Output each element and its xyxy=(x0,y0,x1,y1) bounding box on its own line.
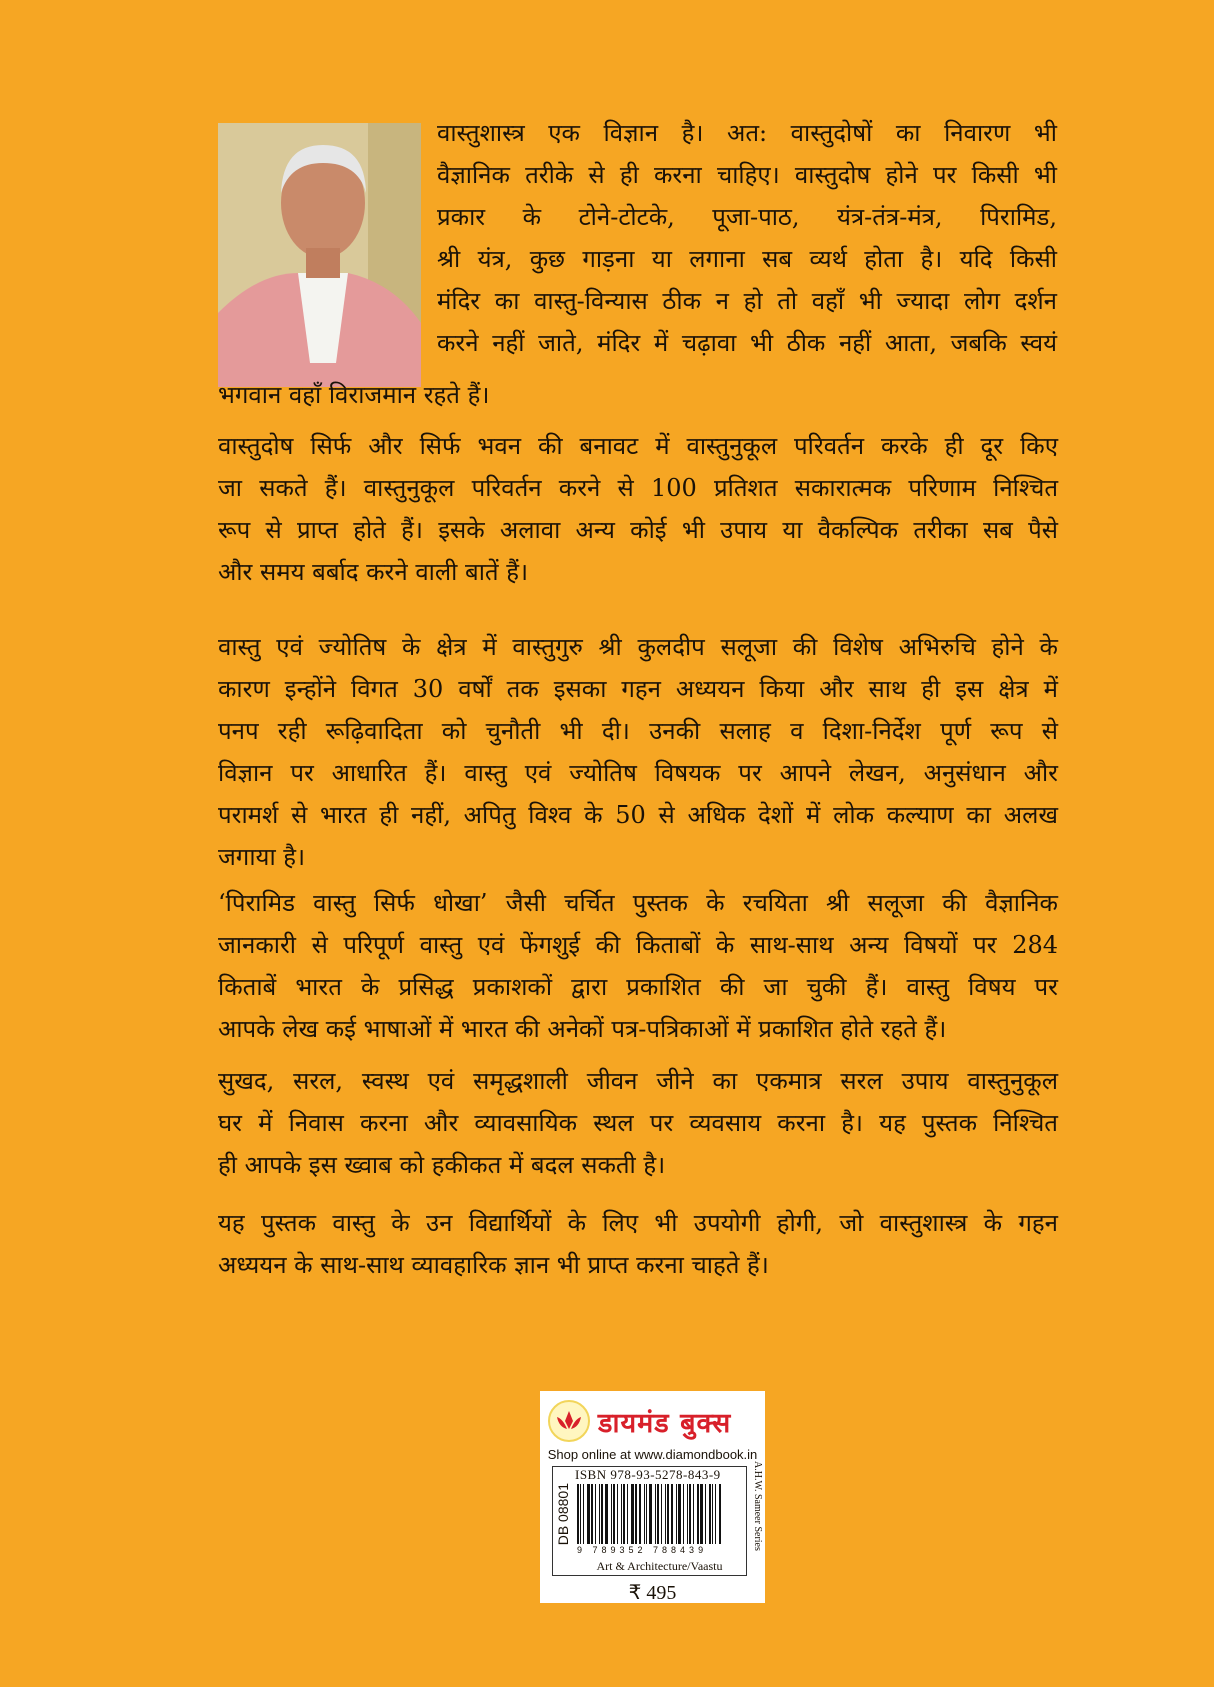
publisher-name: डायमंड बुक्स xyxy=(598,1407,732,1439)
paragraph-benefit xyxy=(218,1060,1058,1186)
text-line: मंदिर का वास्तु-विन्यास ठीक न हो तो वहाँ भी ज्यादा लोग दर्शन xyxy=(437,287,1057,315)
barcode-bar xyxy=(697,1484,699,1544)
publisher-logo xyxy=(540,1391,765,1445)
text-line: जगाया है। xyxy=(218,843,306,871)
barcode-bar xyxy=(678,1484,681,1544)
isbn-text: ISBN 978-93-5278-843-9 xyxy=(575,1467,721,1482)
paragraph-remedy xyxy=(218,425,1058,593)
text-line: विज्ञान पर आधारित हैं। वास्तु एवं ज्योतिष विषयक पर आपने लेखन, अनुसंधान और xyxy=(218,759,1058,787)
barcode-bar xyxy=(635,1484,637,1544)
barcode-bar xyxy=(705,1484,706,1544)
barcode-bar xyxy=(599,1484,600,1544)
author-photo xyxy=(218,123,421,387)
barcode-bar xyxy=(709,1484,711,1544)
series-text: A.H.W. Sameer Series xyxy=(752,1461,763,1551)
barcode-bar xyxy=(687,1484,688,1544)
barcode-bar xyxy=(715,1484,716,1544)
barcode-bar xyxy=(611,1484,612,1544)
barcode-bar xyxy=(617,1484,618,1544)
text-line: भगवान वहाँ विराजमान रहते हैं। xyxy=(218,381,490,409)
barcode-bar xyxy=(644,1484,645,1544)
barcode-bar xyxy=(665,1484,666,1544)
barcode-bar xyxy=(583,1484,584,1544)
barcode-bar xyxy=(639,1484,641,1544)
product-code: DB 08801 xyxy=(555,1483,571,1546)
barcode-bar xyxy=(719,1484,721,1544)
text-line: परामर्श से भारत ही नहीं, अपितु विश्व के 50 से अधिक देशों में लोक कल्याण का अलख xyxy=(218,801,1058,829)
paragraph-books xyxy=(218,882,1058,1050)
paragraph-students xyxy=(218,1202,1058,1286)
text-line: वास्तुशास्त्र एक विज्ञान है। अत: वास्तुदोषों का निवारण भी xyxy=(437,119,1057,147)
text-line: आपके लेख कई भाषाओं में भारत की अनेकों पत्र-पत्रिकाओं में प्रकाशित होते रहते हैं। xyxy=(218,1015,947,1043)
barcode-bar xyxy=(676,1484,677,1544)
barcode-bar xyxy=(667,1484,669,1544)
barcode-bar xyxy=(661,1484,662,1544)
category-text: Art & Architecture/Vaastu xyxy=(596,1559,723,1573)
barcode-bar xyxy=(601,1484,603,1544)
price: ₹ 495 xyxy=(628,1582,677,1604)
barcode-bar xyxy=(671,1484,673,1544)
barcode-bar xyxy=(580,1484,581,1544)
barcode-bar xyxy=(712,1484,713,1544)
barcode-bar xyxy=(683,1484,684,1544)
text-line: पनप रही रूढ़िवादिता को चुनौती भी दी। उनकी सलाह व दिशा-निर्देश पूर्ण रूप से xyxy=(218,717,1058,745)
text-line: सुखद, सरल, स्वस्थ एवं समृद्धशाली जीवन जीने का एकमात्र सरल उपाय वास्तुनुकूल xyxy=(218,1067,1058,1095)
barcode-digits: 9 789352 788439 xyxy=(577,1545,708,1555)
text-line: यह पुस्तक वास्तु के उन विद्यार्थियों के लिए भी उपयोगी होगी, जो वास्तुशास्त्र के गहन xyxy=(218,1209,1058,1237)
text-line: श्री यंत्र, कुछ गाड़ना या लगाना सब व्यर्थ होता है। यदि किसी xyxy=(437,245,1057,273)
paragraph-intro xyxy=(437,112,1057,364)
publisher-barcode-panel xyxy=(540,1391,765,1603)
barcode-bar xyxy=(613,1484,615,1544)
lotus-logo-icon xyxy=(548,1400,590,1442)
text-line: वास्तुदोष सिर्फ और सिर्फ भवन की बनावट में वास्तुनुकूल परिवर्तन करके ही दूर किए xyxy=(218,432,1058,460)
text-line: ही आपके इस ख्वाब को हकीकत में बदल सकती है। xyxy=(218,1151,666,1179)
barcode-box xyxy=(552,1466,747,1576)
text-line: वैज्ञानिक तरीके से ही करना चाहिए। वास्तुदोष होने पर किसी भी xyxy=(437,161,1057,189)
barcode-bar xyxy=(577,1484,579,1544)
barcode-bar xyxy=(587,1484,590,1544)
barcode-bar xyxy=(621,1484,622,1544)
barcode-bar xyxy=(649,1484,652,1544)
paragraph-author xyxy=(218,626,1058,878)
text-line: किताबें भारत के प्रसिद्ध प्रकाशकों द्वारा प्रकाशित की जा चुकी हैं। वास्तु विषय पर xyxy=(218,973,1058,1001)
text-line: और समय बर्बाद करने वाली बातें हैं। xyxy=(218,558,529,586)
text-line: जानकारी से परिपूर्ण वास्तु एवं फेंगशुई की किताबों के साथ-साथ अन्य विषयों पर 284 xyxy=(218,931,1058,959)
author-portrait xyxy=(218,123,421,387)
text-line: वास्तु एवं ज्योतिष के क्षेत्र में वास्तुगुरु श्री कुलदीप सलूजा की विशेष अभिरुचि होने के xyxy=(218,633,1058,661)
text-line: ‘पिरामिड वास्तु सिर्फ धोखा’ जैसी चर्चित पुस्तक के रचयिता श्री सलूजा की वैज्ञानिक xyxy=(218,889,1058,917)
barcode-bar xyxy=(627,1484,628,1544)
barcode-bar xyxy=(595,1484,596,1544)
barcode-bar xyxy=(700,1484,703,1544)
barcode-bar xyxy=(657,1484,659,1544)
barcode-bar xyxy=(591,1484,593,1544)
text-line: अध्ययन के साथ-साथ व्यावहारिक ज्ञान भी प्राप्त करना चाहते हैं। xyxy=(218,1251,769,1279)
text-line: रूप से प्राप्त होते हैं। इसके अलावा अन्य कोई भी उपाय या वैकल्पिक तरीका सब पैसे xyxy=(218,516,1058,544)
barcode-bar xyxy=(605,1484,608,1544)
barcode-bar xyxy=(631,1484,634,1544)
barcode-bar xyxy=(693,1484,694,1544)
barcode-bar xyxy=(689,1484,691,1544)
barcode-bar xyxy=(655,1484,656,1544)
barcode-bar xyxy=(623,1484,625,1544)
text-line: करने नहीं जाते, मंदिर में चढ़ावा भी ठीक नहीं आता, जबकि स्वयं xyxy=(437,329,1057,357)
text-line: प्रकार के टोने-टोटके, पूजा-पाठ, यंत्र-तंत्र-मंत्र, पिरामिड, xyxy=(437,203,1057,231)
text-line: कारण इन्होंने विगत 30 वर्षों तक इसका गहन अध्ययन किया और साथ ही इस क्षेत्र में xyxy=(218,675,1058,703)
text-line: जा सकते हैं। वास्तुनुकूल परिवर्तन करने से 100 प्रतिशत सकारात्मक परिणाम निश्चित xyxy=(218,474,1058,502)
text-line: घर में निवास करना और व्यावसायिक स्थल पर व्यवसाय करना है। यह पुस्तक निश्चित xyxy=(218,1109,1058,1137)
shop-online-text: Shop online at www.diamondbook.in xyxy=(547,1447,758,1462)
paragraph-intro-end xyxy=(218,374,1058,416)
barcode-bar xyxy=(646,1484,647,1544)
barcode xyxy=(577,1484,735,1544)
